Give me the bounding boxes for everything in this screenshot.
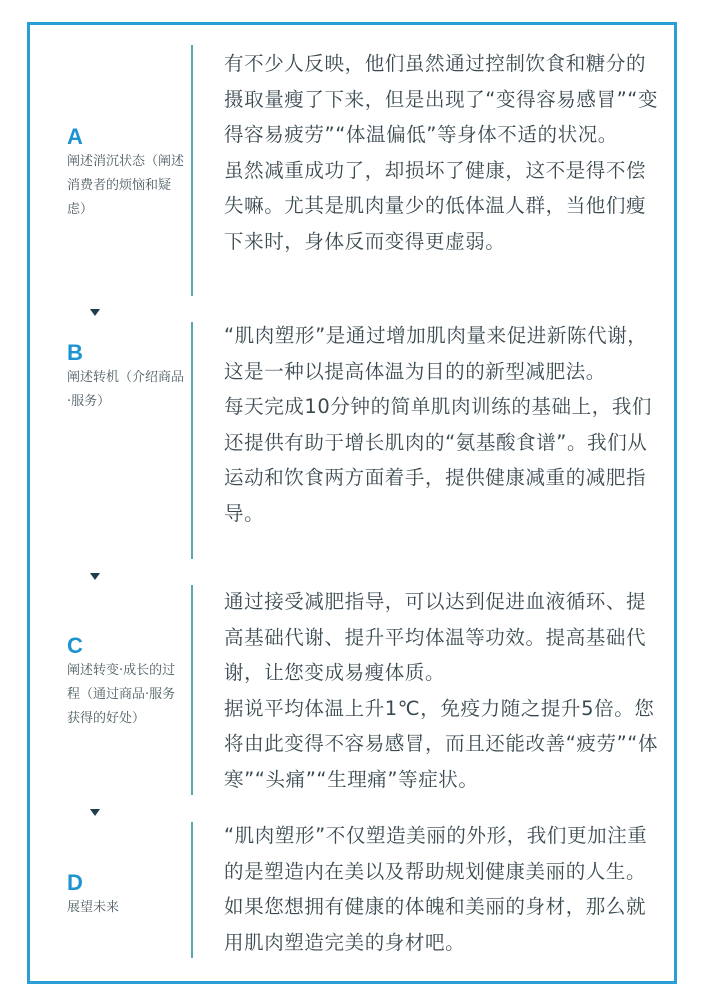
section-description: 阐述转机（介绍商品·服务） <box>67 370 185 409</box>
section-description: 展望未来 <box>67 900 120 915</box>
section-b-body <box>224 318 664 531</box>
section-c-body <box>224 584 664 797</box>
paragraph: “肌肉塑形”是通过增加肌肉量来促进新陈代谢，这是一种以提高体温为目的的新型减肥法。 <box>224 324 648 383</box>
paragraph: 据说平均体温上升1℃，免疫力随之提升5倍。您将由此变得不容易感冒，而且还能改善“疲劳”“体寒”“头痛”“生理痛”等症状。 <box>224 696 659 791</box>
section-divider <box>191 822 193 958</box>
paragraph: “肌肉塑形”不仅塑造美丽的外形，我们更加注重的是塑造内在美以及帮助规划健康美丽的人生。如果您想拥有健康的体魄和美丽的身材，那么就用肌肉塑造完美的身材吧。 <box>224 824 648 954</box>
down-triangle-icon <box>90 309 100 316</box>
paragraph: 虽然减重成功了，却损坏了健康，这不是得不偿失嘛。尤其是肌肉量少的低体温人群，当他们瘦下来时，身体反而变得更虚弱。 <box>224 158 647 253</box>
section-description: 阐述转变·成长的过程（通过商品·服务获得的好处） <box>67 663 176 726</box>
section-divider <box>191 322 193 559</box>
section-letter: B <box>67 340 83 365</box>
section-divider <box>191 45 193 296</box>
down-triangle-icon <box>90 573 100 580</box>
section-b-label <box>67 340 187 414</box>
section-a-label <box>67 124 187 222</box>
section-d-label <box>67 870 187 920</box>
section-c-label <box>67 633 187 731</box>
section-description: 阐述消沉状态（阐述消费者的烦恼和疑虑） <box>67 154 185 217</box>
section-letter: D <box>67 870 83 895</box>
section-d-body <box>224 818 664 960</box>
down-triangle-icon <box>90 809 100 816</box>
section-a-body <box>224 46 664 259</box>
paragraph: 通过接受减肥指导，可以达到促进血液循环、提高基础代谢、提升平均体温等功效。提高基础代谢，让您变成易瘦体质。 <box>224 590 647 684</box>
section-divider <box>191 585 193 795</box>
section-letter: C <box>67 633 83 658</box>
section-letter: A <box>67 124 83 149</box>
paragraph: 每天完成10分钟的简单肌肉训练的基础上，我们还提供有助于增长肌肉的“氨基酸食谱”。我们从运动和饮食两方面着手，提供健康减重的减肥指导。 <box>224 395 653 525</box>
paragraph: 有不少人反映，他们虽然通过控制饮食和糖分的摄取量瘦了下来，但是出现了“变得容易感冒”“变得容易疲劳”“体温偏低”等身体不适的状况。 <box>224 52 659 146</box>
